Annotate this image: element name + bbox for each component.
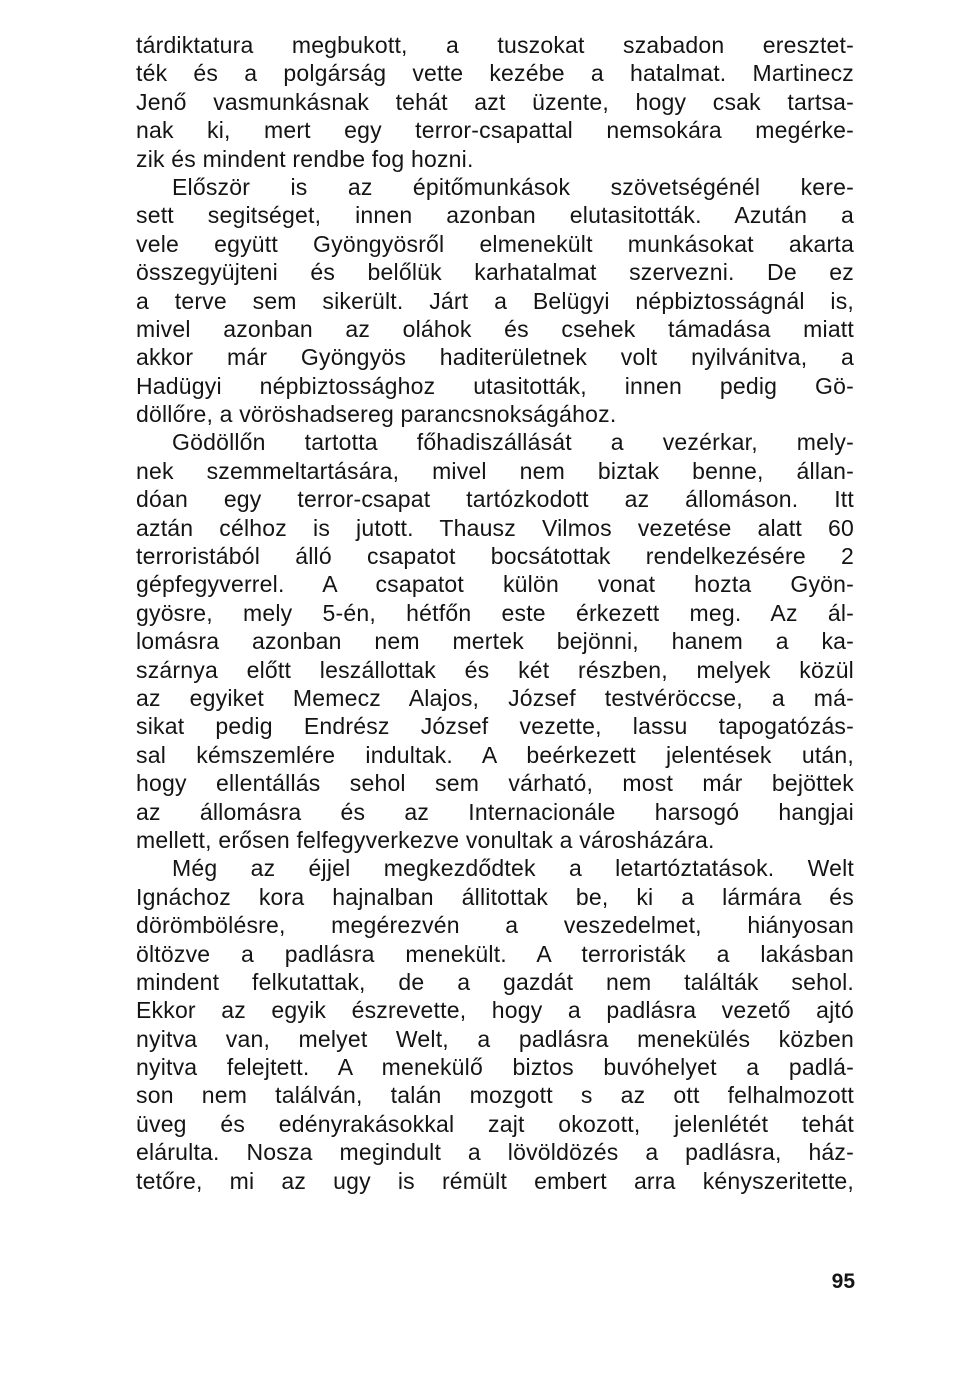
text-line: zik és mindent rendbe fog hozni. <box>136 145 474 172</box>
text-line: Jenő vasmunkásnak tehát azt üzente, hogy csak tartsa- <box>136 88 854 115</box>
text-line: az állomásra és az Internacionále harsogó hangjai <box>136 798 854 825</box>
text-line: nak ki, mert egy terror-csapattal nemsokára megérke- <box>136 117 854 144</box>
text-line: dóan egy terror-csapat tartózkodott az állomáson. Itt <box>136 486 854 513</box>
text-line: ték és a polgárság vette kezébe a hatalmat. Martinecz <box>136 60 854 87</box>
text-line: Hadügyi népbiztossághoz utasitották, innen pedig Gö- <box>136 372 854 399</box>
text-line: nek szemmeltartására, mivel nem biztak benne, állan- <box>136 457 854 484</box>
text-line: Ignáchoz kora hajnalban állitottak be, ki a lármára és <box>136 883 854 910</box>
text-line: Először is az épitőmunkások szövetségénél kere- <box>172 173 854 200</box>
text-line: nyitva van, melyet Welt, a padlásra menekülés közben <box>136 1025 854 1052</box>
text-line: mivel azonban az oláhok és csehek támadása miatt <box>136 315 854 342</box>
text-line: Ekkor az egyik észrevette, hogy a padlásra vezető ajtó <box>136 997 854 1024</box>
text-line: mellett, erősen felfegyverkezve vonultak a városházára. <box>136 826 715 853</box>
text-line: az egyiket Memecz Alajos, József testvéröccse, a má- <box>136 684 854 711</box>
text-line: nyitva felejtett. A menekülő biztos buvóhelyet a padlá- <box>136 1054 854 1081</box>
body-text <box>136 31 854 1195</box>
text-line: összegyüjteni és belőlük karhatalmat szervezni. De ez <box>136 259 854 286</box>
text-line: mindent felkutattak, de a gazdát nem találták sehol. <box>136 968 854 995</box>
text-line: lomásra azonban nem mertek bejönni, hanem a ka- <box>136 628 854 655</box>
text-line: szárnya előtt leszállottak és két részben, melyek közül <box>136 656 854 683</box>
text-line: son nem találván, talán mozgott s az ott felhalmozott <box>136 1082 854 1109</box>
text-line: akkor már Gyöngyös haditerületnek volt nyilvánitva, a <box>136 344 854 371</box>
text-line: öltözve a padlásra menekült. A terroristák a lakásban <box>136 940 854 967</box>
text-line: aztán célhoz is jutott. Thausz Vilmos vezetése alatt 60 <box>136 514 854 541</box>
text-line: gyösre, mely 5-én, hétfőn este érkezett meg. Az ál- <box>136 599 854 626</box>
text-line: Még az éjjel megkezdődtek a letartóztatások. Welt <box>172 855 854 882</box>
text-line: sett segitséget, innen azonban elutasitották. Azután a <box>136 202 854 229</box>
text-line: sikat pedig Endrész József vezette, lassu tapogatózás- <box>136 713 854 740</box>
text-line: hogy ellentállás sehol sem várható, most már bejöttek <box>136 770 854 797</box>
text-line: a terve sem sikerült. Járt a Belügyi népbiztosságnál is, <box>136 287 854 314</box>
text-line: tetőre, mi az ugy is rémült embert arra kényszeritette, <box>136 1167 854 1194</box>
page-number: 95 <box>831 1270 855 1293</box>
text-line: gépfegyverrel. A csapatot külön vonat hozta Gyön- <box>136 571 854 598</box>
text-line: elárulta. Nosza megindult a lövöldözés a padlásra, ház- <box>136 1139 854 1166</box>
text-line: tárdiktatura megbukott, a tuszokat szabadon eresztet- <box>136 32 854 58</box>
text-line: Gödöllőn tartotta főhadiszállását a vezérkar, mely- <box>172 429 854 456</box>
text-line: üveg és edényrakásokkal zajt okozott, jelenlétét tehát <box>136 1110 854 1137</box>
text-line: vele együtt Gyöngyösről elmenekült munkásokat akarta <box>136 230 854 257</box>
text-line: sal kémszemlére indultak. A beérkezett jelentések után, <box>136 741 854 768</box>
text-line: terroristából álló csapatot bocsátottak rendelkezésére 2 <box>136 543 854 570</box>
text-line: döllőre, a vöröshadsereg parancsnokságához. <box>136 401 617 428</box>
text-line: dörömbölésre, megérezvén a veszedelmet, hiányosan <box>136 912 854 939</box>
